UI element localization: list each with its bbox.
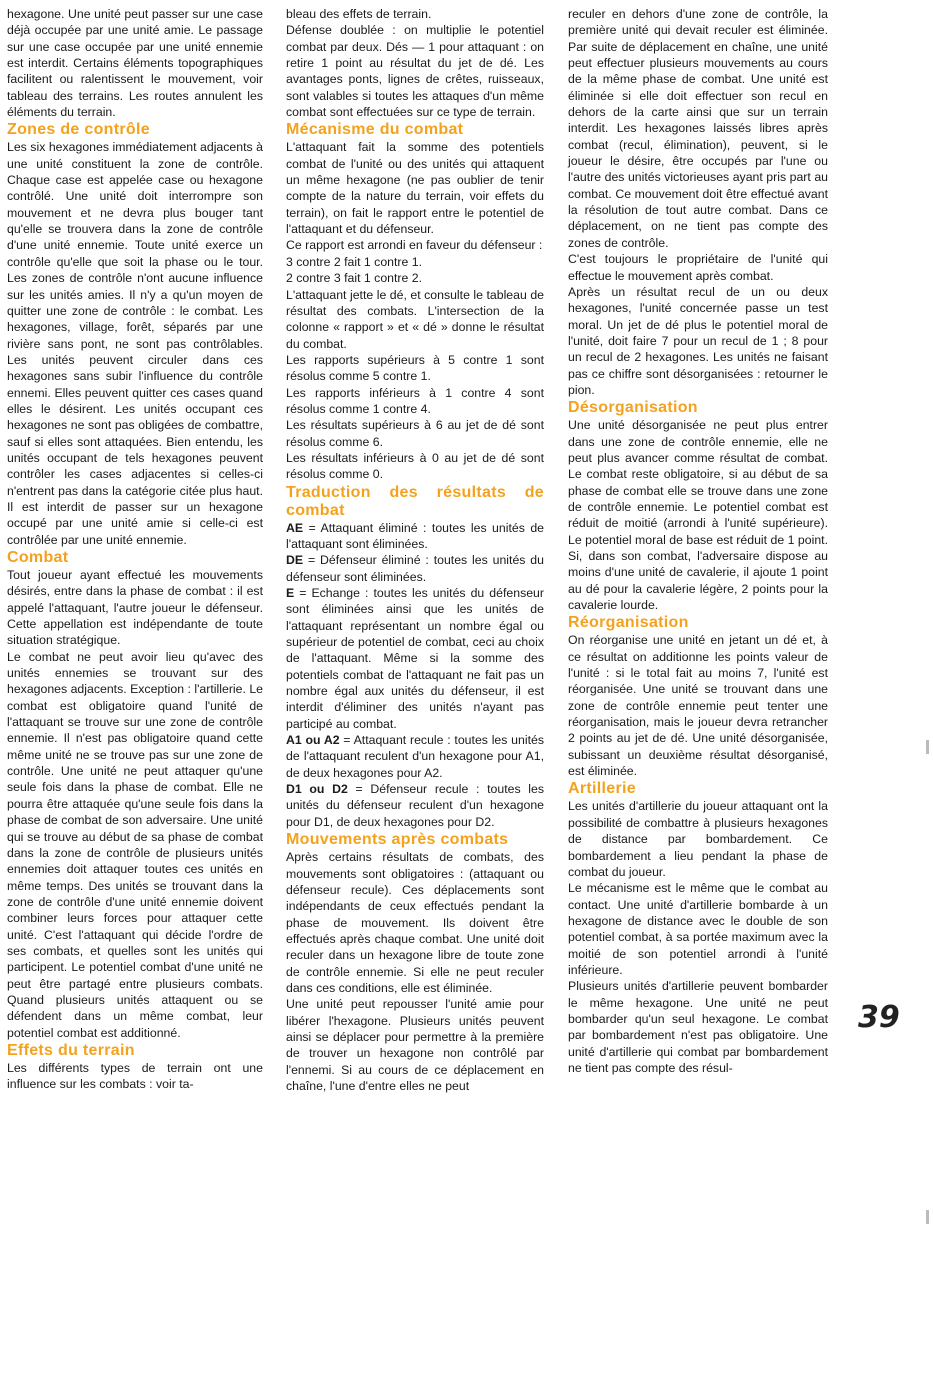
paragraph <box>286 781 544 830</box>
paragraph: Après certains résultats de combats, des mouvements sont obligatoires : (attaquant ou défenseur recule). Ces déplacements sont indépendants de ceux effectués pendant la phase de mouvement. Ils doivent être effectués après chaque combat. Une unité doit reculer dans un hexagone libre de toute zone de contrôle ennemie. Si elle ne peut reculer dans ces conditions, elle est éliminée. <box>286 850 544 995</box>
section-heading: Effets du terrain <box>7 1041 135 1059</box>
result-code: A1 ou A2 <box>286 733 340 748</box>
section-heading: Artillerie <box>568 780 636 798</box>
result-code: DE <box>286 553 304 568</box>
paragraph: hexagone. Une unité peut passer sur une case déjà occupée par une unité amie. Le passage sur une case occupée par une unité ennemie est interdit. Certains éléments topographiques facilitent ou ralentissent le mouvement, voir tableau des terrains. Les routes annulent les éléments du terrain. <box>7 7 263 120</box>
paragraph: Le combat ne peut avoir lieu qu'avec des unités ennemies se trouvant sur des hexagones adjacents. Exception : l'artillerie. Le combat est obligatoire quand l'unité de l'attaquant se trouve sur une zone de contrôle ennemie. Il n'est pas obligatoire quand cette même unité ne se trouve pas sur une zone de contrôle. Une unité ne peut attaquer qu'une seule fois dans la phase de combat. Elle ne pourra être attaquée qu'une seule fois dans la phase de combat de son adversaire. Une unité qui se trouve au début de sa phase de combat dans la zone de contrôle de plusieurs unités ennemies doit attaquer toutes ces unités en même temps. Des unités se trouvant dans la zone de contrôle d'une unité ennemie doivent combiner leurs forces pour attaquer cette unité. C'est l'attaquant qui décide l'ordre de ses combats, et quelles sont les unités qui participent. Le potentiel combat d'une unité ne peut être partagé entre plusieurs combats. Quand plusieurs unités attaquent ou se défendent dans un même combat, leur potentiel combat est additionné. <box>7 649 263 1040</box>
text-column-1 <box>7 6 263 1093</box>
paragraph-text: = Défenseur recule : toutes les unités du défenseur reculent d'un hexagone pour D1, de deux hexagones pour D2. <box>286 782 545 829</box>
paragraph: L'attaquant jette le dé, et consulte le tableau de résultat des combats. L'intersection de la colonne « rapport » et « dé » donne le résultat du combat. <box>286 287 544 351</box>
result-code: AE <box>286 520 304 535</box>
paragraph: bleau des effets de terrain. <box>286 7 432 21</box>
paragraph: Plusieurs unités d'artillerie peuvent bombarder le même hexagone. Une unité ne peut bombarder qu'un seul hexagone. Le combat par bombardement n'est pas obligatoire. Une unité d'artillerie qui combat par bombardement ne tient pas compte des résul- <box>568 979 828 1075</box>
section-heading: Mécanisme du combat <box>286 121 464 139</box>
paragraph: Les rapports inférieurs à 1 contre 4 sont résolus comme 1 contre 4. <box>286 385 544 416</box>
paragraph: Les rapports supérieurs à 5 contre 1 sont résolus comme 5 contre 1. <box>286 352 544 384</box>
paragraph: reculer en dehors d'une zone de contrôle, la première unité qui devait reculer est éliminée. Par suite de déplacement en chaîne, une unité peut effectuer plusieurs mouvements au cours de la même phase de combat. Une unité est éliminée si elle doit effectuer son recul en dehors de la carte ainsi que sur un terrain interdit. Les hexagones laissés libres après combat (recul, élimination), peuvent, si le joueur le désire, être occupés par l'une ou l'autre des unités victorieuses ayant pris part au combat. Ce mouvement doit être effectué avant la résolution de tout autre combat. Dans ce déplacement, on ne tient pas compte des zones de contrôle. <box>568 7 828 250</box>
result-code: D1 ou D2 <box>286 782 348 797</box>
paragraph-text: = Attaquant recule : toutes les unités de l'attaquant reculent d'un hexagone pour A1, de deux hexagones pour A2. <box>286 733 544 780</box>
paragraph-text: = Attaquant éliminé : toutes les unités de l'attaquant sont éliminées. <box>286 520 544 551</box>
page-edge-mark <box>926 740 929 754</box>
paragraph <box>286 585 544 732</box>
paragraph: 2 contre 3 fait 1 contre 2. <box>286 271 423 286</box>
page-number: 39 <box>858 1000 900 1035</box>
text-column-2 <box>286 6 544 1094</box>
paragraph: Les différents types de terrain ont une influence sur les combats : voir ta- <box>7 1060 263 1092</box>
paragraph: 3 contre 2 fait 1 contre 1. <box>286 254 423 269</box>
section-heading: Zones de contrôle <box>7 121 150 139</box>
section-heading: Réorganisation <box>568 614 689 632</box>
text-column-3 <box>568 6 828 1076</box>
paragraph: Les résultats inférieurs à 0 au jet de dé sont résolus comme 0. <box>286 450 544 482</box>
paragraph: Les résultats supérieurs à 6 au jet de dé sont résolus comme 6. <box>286 418 544 449</box>
result-code: E <box>286 586 295 600</box>
paragraph: On réorganise une unité en jetant un dé et, à ce résultat on additionne les points valeur de l'unité : si le total fait au moins 7, l'unité est réorganisée. Une unité se trouvant dans une zone de contrôle ennemie peut tenter une réorganisation, mais le joueur devra retrancher 2 points au jet de dé. Une unité désorganisée, subissant un deuxième résultat désorganisé, est éliminée. <box>568 633 828 779</box>
paragraph: Ce rapport est arrondi en faveur du défenseur : <box>286 238 543 253</box>
paragraph: Tout joueur ayant effectué les mouvements désirés, entre dans la phase de combat : il est appelé l'attaquant, l'autre joueur le défenseur. Cette appellation est indépendante de toute situation stratégique. <box>7 568 263 648</box>
paragraph: Une unité peut repousser l'unité amie pour libérer l'hexagone. Plusieurs unités peuvent ainsi se déplacer pour permettre à la première de trouver un hexagone non contrôlé par l'ennemi. Si au cours de ce déplacement en chaîne, l'une d'entre elles ne peut <box>286 997 544 1093</box>
paragraph: C'est toujours le propriétaire de l'unité qui effectue le mouvement après combat. <box>568 252 828 283</box>
section-heading: Traduction des résultats de combat <box>286 483 544 519</box>
section-heading: Combat <box>7 549 69 566</box>
section-heading: Mouvements après combats <box>286 831 509 849</box>
paragraph-text: = Echange : toutes les unités du défenseur sont éliminées ainsi que les unités de l'attaquant représentant un nombre égal ou supérieur de potentiel de combat, ceci au choix de l'attaquant. Même si la somme des potentiels combat de l'attaquant ne fait pas un nombre égal aux unités du défenseur, il est interdit d'éliminer des unités n'ayant pas participé au combat. <box>286 586 544 731</box>
paragraph: Après un résultat recul de un ou deux hexagones, l'unité concernée passe un test moral. Un jet de dé plus le potentiel moral de l'unité, doit faire 7 pour un recul de 1 ; 8 pour un recul de 2 hexagones. Les unités ne faisant pas ce chiffre sont désorganisées : retourner le pion. <box>568 284 828 397</box>
paragraph: Le mécanisme est le même que le combat au contact. Une unité d'artillerie bombarde à un hexagone de distance avec le double de son potentiel combat, à sa portée maximum avec la moitié de son potentiel arrondi à l'unité inférieure. <box>568 881 828 977</box>
section-heading: Désorganisation <box>568 399 698 417</box>
paragraph-text: = Défenseur éliminé : toutes les unités du défenseur sont éliminées. <box>286 553 544 584</box>
paragraph: Une unité désorganisée ne peut plus entrer dans une zone de contrôle ennemie, elle ne peut plus avancer comme résultat de combat. Le combat reste obligatoire, si au début de sa phase de combat elle se trouve dans une zone de contrôle ennemie. Le potentiel combat est réduit de moitié (arrondi à l'unité supérieure). Le potentiel moral de base est réduit de 1 point. Si, dans son combat, l'adversaire dispose au moins d'une unité de cavalerie, il ajoute 1 point au dé pour la cavalerie légère, 2 points pour la cavalerie lourde. <box>568 418 828 613</box>
paragraph: L'attaquant fait la somme des potentiels combat de l'unité ou des unités qui attaquent un même hexagone (ne pas oublier de tenir compte de la nature du terrain, voir effets du terrain), on fait le rapport entre le potentiel de l'attaquant et du défenseur. <box>286 140 544 237</box>
paragraph: Défense doublée : on multiplie le potentiel combat par deux. Dés — 1 pour attaquant : on retire 1 point au résultat du jet de dé. Les avantages ponts, lignes de crêtes, ruisseaux, sont valables si toutes les attaques d'un même combat sont effectuées sur ce type de terrain. <box>286 23 544 120</box>
paragraph <box>286 552 544 585</box>
paragraph: Les six hexagones immédiatement adjacents à une unité constituent la zone de contrôle. Chaque case est appelée case ou hexagone contrôlé. Une unité doit interrompre son mouvement et ne devra plus bouger tant qu'elle se trouvera dans la zone de contrôle d'une unité ennemie. Toute unité exerce un contrôle qu'elle que soit la phase ou le tour. Les zones de contrôle n'ont aucune influence sur les unités amies. Il n'y a qu'un moyen de quitter une zone de contrôle : le combat. Les hexagones, village, forêt, séparés par une rivière sans pont, ne sont pas contrôlables. Les unités peuvent circuler dans ces hexagones sans subir l'influence du contrôle ennemi. Elles peuvent quitter ces cases quand elles le désirent. Les unités occupant ces hexagones ne sont pas obligées de combattre, sauf si elles sont attaquées. Bien entendu, les unités occupant de tels hexagones peuvent contrôler les cases adjacentes si celles-ci n'entrent pas dans la catégorie citée plus haut. Il est interdit de passer sur un hexagone occupé par une unité amie si celle-ci est contrôlée par une unité ennemie. <box>7 140 263 547</box>
paragraph: Les unités d'artillerie du joueur attaquant ont la possibilité de combattre à plusieurs hexagones de distance par bombardement. Ce bombardement a lieu pendant la phase de combat du joueur. <box>568 799 828 879</box>
paragraph <box>286 520 544 553</box>
page-edge-mark <box>926 1210 929 1224</box>
paragraph <box>286 732 544 781</box>
